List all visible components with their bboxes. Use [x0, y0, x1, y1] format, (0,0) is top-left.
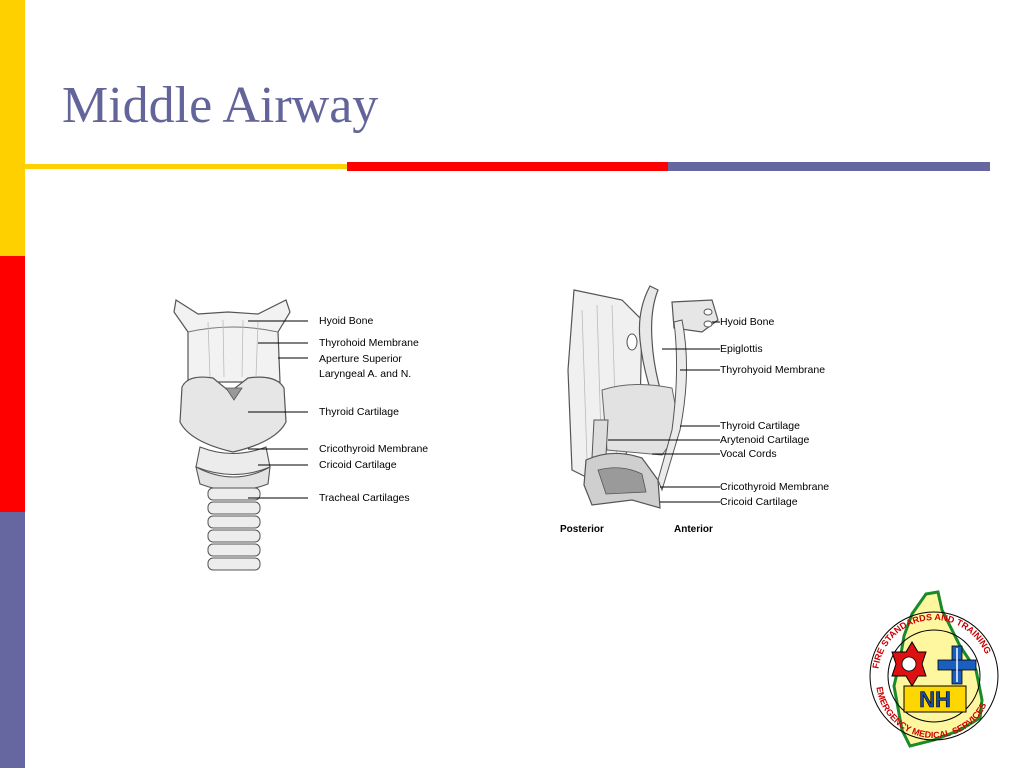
label-thyroid-cartilage-left: Thyroid Cartilage — [319, 406, 399, 418]
label-aperture-line1: Aperture Superior — [319, 353, 402, 365]
logo-bottom-text: EMERGENCY MEDICAL SERVICES — [874, 685, 989, 741]
label-thyroid-cartilage-right: Thyroid Cartilage — [720, 420, 800, 432]
label-hyoid-bone-left: Hyoid Bone — [319, 315, 374, 327]
label-cricoid-cartilage-right: Cricoid Cartilage — [720, 496, 798, 508]
label-hyoid-bone-right: Hyoid Bone — [720, 316, 775, 328]
label-cricothyroid-membrane-right: Cricothyroid Membrane — [720, 481, 830, 493]
title-rule-red — [347, 162, 668, 171]
side-bar-red — [0, 256, 25, 512]
label-anterior: Anterior — [674, 524, 713, 535]
slide-title: Middle Airway — [62, 77, 379, 134]
nh-fst-ems-logo — [864, 590, 1004, 750]
label-vocal-cords: Vocal Cords — [720, 448, 777, 460]
label-thyrohoid-membrane: Thyrohoid Membrane — [319, 337, 419, 349]
title-rule-yellow — [25, 164, 347, 169]
side-bar-blue — [0, 512, 25, 768]
label-thyrohyoid-membrane: Thyrohyoid Membrane — [720, 364, 826, 376]
label-tracheal-cartilages: Tracheal Cartilages — [319, 492, 410, 504]
label-posterior: Posterior — [560, 524, 604, 535]
logo-nh-text: NH — [919, 687, 951, 712]
side-bar-yellow — [0, 0, 25, 256]
label-arytenoid-cartilage: Arytenoid Cartilage — [720, 434, 810, 446]
larynx-anterior-diagram — [168, 292, 308, 572]
title-rule-blue — [668, 162, 990, 171]
label-cricothyroid-membrane-left: Cricothyroid Membrane — [319, 443, 429, 455]
label-aperture-line2: Laryngeal A. and N. — [319, 368, 412, 380]
label-cricoid-cartilage-left: Cricoid Cartilage — [319, 459, 397, 471]
logo-top-text: FIRE STANDARDS AND TRAINING — [870, 611, 994, 670]
label-epiglottis: Epiglottis — [720, 343, 763, 355]
larynx-sagittal-diagram — [562, 280, 722, 512]
